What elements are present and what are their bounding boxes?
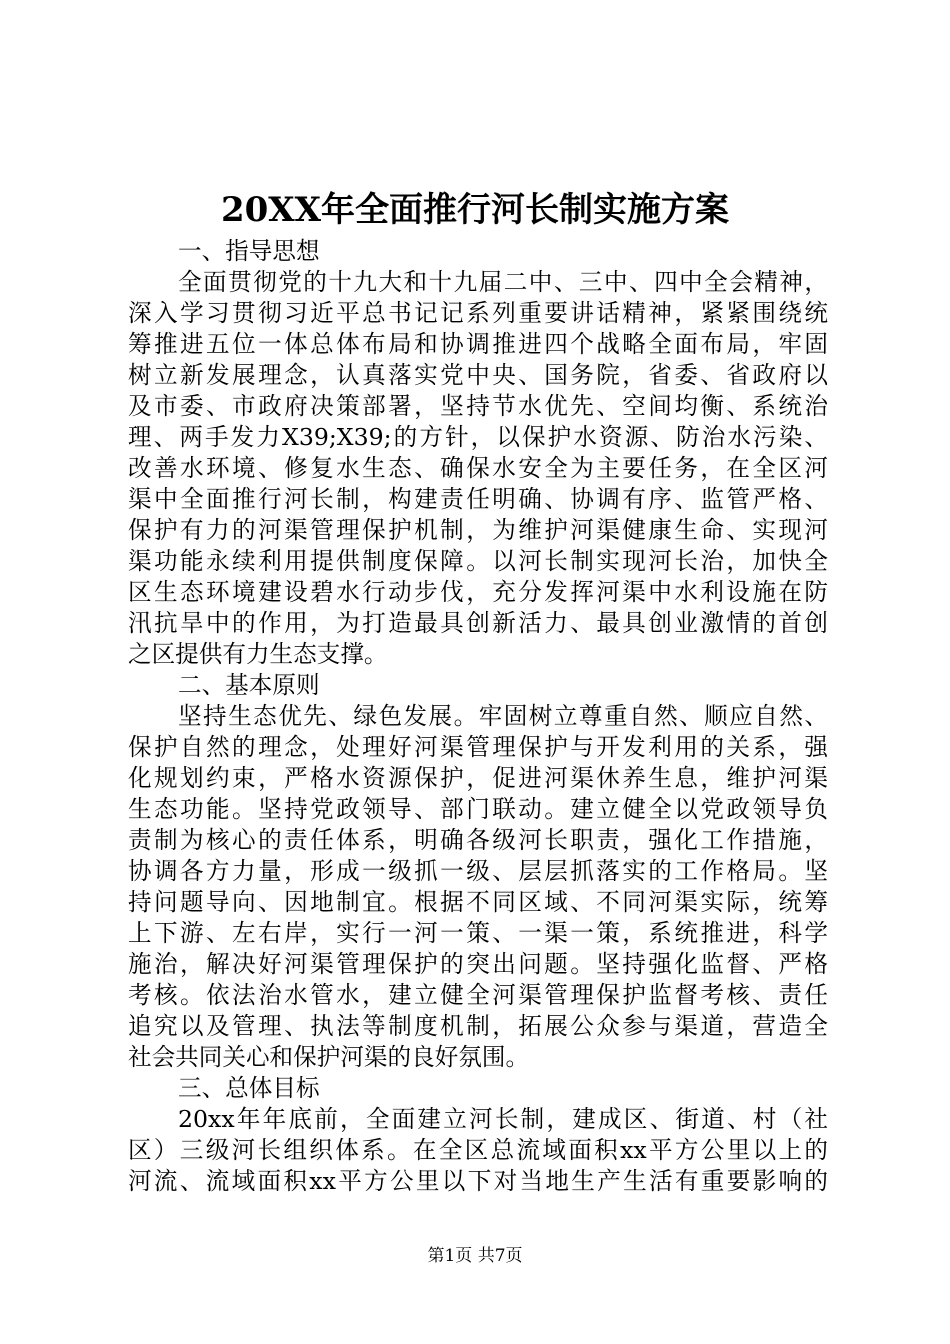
paragraph-line: 社会共同关心和保护河渠的良好氛围。	[128, 1043, 530, 1071]
paragraph-line: 考核。依法治水管水，建立健全河渠管理保护监督考核、责任	[128, 981, 828, 1009]
section-heading: 二、基本原则	[178, 671, 320, 699]
section-heading: 三、总体目标	[178, 1074, 320, 1102]
paragraph-line: 保护自然的理念，处理好河渠管理保护与开发利用的关系，强	[128, 733, 828, 761]
paragraph-line: 理、两手发力X39;X39;的方针，以保护水资源、防治水污染、	[128, 423, 828, 451]
paragraph-line: 持问题导向、因地制宜。根据不同区域、不同河渠实际，统筹	[128, 888, 828, 916]
paragraph-line: 渠中全面推行河长制，构建责任明确、协调有序、监管严格、	[128, 485, 828, 513]
paragraph-line: 改善水环境、修复水生态、确保水安全为主要任务，在全区河	[128, 454, 828, 482]
paragraph-line: 坚持生态优先、绿色发展。牢固树立尊重自然、顺应自然、	[178, 702, 828, 730]
page-footer: 第1页 共7页	[427, 1246, 523, 1266]
paragraph-line: 树立新发展理念，认真落实党中央、国务院，省委、省政府以	[128, 361, 828, 389]
paragraph-line: 及市委、市政府决策部署，坚持节水优先、空间均衡、系统治	[128, 392, 828, 420]
paragraph-line: 深入学习贯彻习近平总书记记系列重要讲话精神，紧紧围绕统	[128, 299, 828, 327]
section-heading: 一、指导思想	[178, 237, 320, 265]
paragraph-line: 施治，解决好河渠管理保护的突出问题。坚持强化监督、严格	[128, 950, 828, 978]
paragraph-line: 20xx年年底前，全面建立河长制，建成区、街道、村（社	[178, 1105, 828, 1133]
paragraph-line: 化规划约束，严格水资源保护，促进河渠休养生息，维护河渠	[128, 764, 828, 792]
paragraph-line: 渠功能永续利用提供制度保障。以河长制实现河长治，加快全	[128, 547, 828, 575]
paragraph-line: 之区提供有力生态支撑。	[128, 640, 388, 668]
paragraph-line: 上下游、左右岸，实行一河一策、一渠一策，系统推进，科学	[128, 919, 828, 947]
paragraph-line: 追究以及管理、执法等制度机制，拓展公众参与渠道，营造全	[128, 1012, 828, 1040]
paragraph-line: 全面贯彻党的十九大和十九届二中、三中、四中全会精神，	[178, 268, 828, 296]
paragraph-line: 责制为核心的责任体系，明确各级河长职责，强化工作措施，	[128, 826, 828, 854]
paragraph-line: 汛抗旱中的作用，为打造最具创新活力、最具创业激情的首创	[128, 609, 828, 637]
paragraph-line: 筹推进五位一体总体布局和协调推进四个战略全面布局，牢固	[128, 330, 828, 358]
paragraph-line: 保护有力的河渠管理保护机制，为维护河渠健康生命、实现河	[128, 516, 828, 544]
paragraph-line: 区生态环境建设碧水行动步伐，充分发挥河渠中水利设施在防	[128, 578, 828, 606]
paragraph-line: 区）三级河长组织体系。在全区总流域面积xx平方公里以上的	[128, 1136, 828, 1164]
paragraph-line: 生态功能。坚持党政领导、部门联动。建立健全以党政领导负	[128, 795, 828, 823]
paragraph-line: 河流、流域面积xx平方公里以下对当地生产生活有重要影响的	[128, 1167, 828, 1195]
paragraph-line: 协调各方力量，形成一级抓一级、层层抓落实的工作格局。坚	[128, 857, 828, 885]
document-title: 20XX年全面推行河长制实施方案	[220, 190, 730, 230]
